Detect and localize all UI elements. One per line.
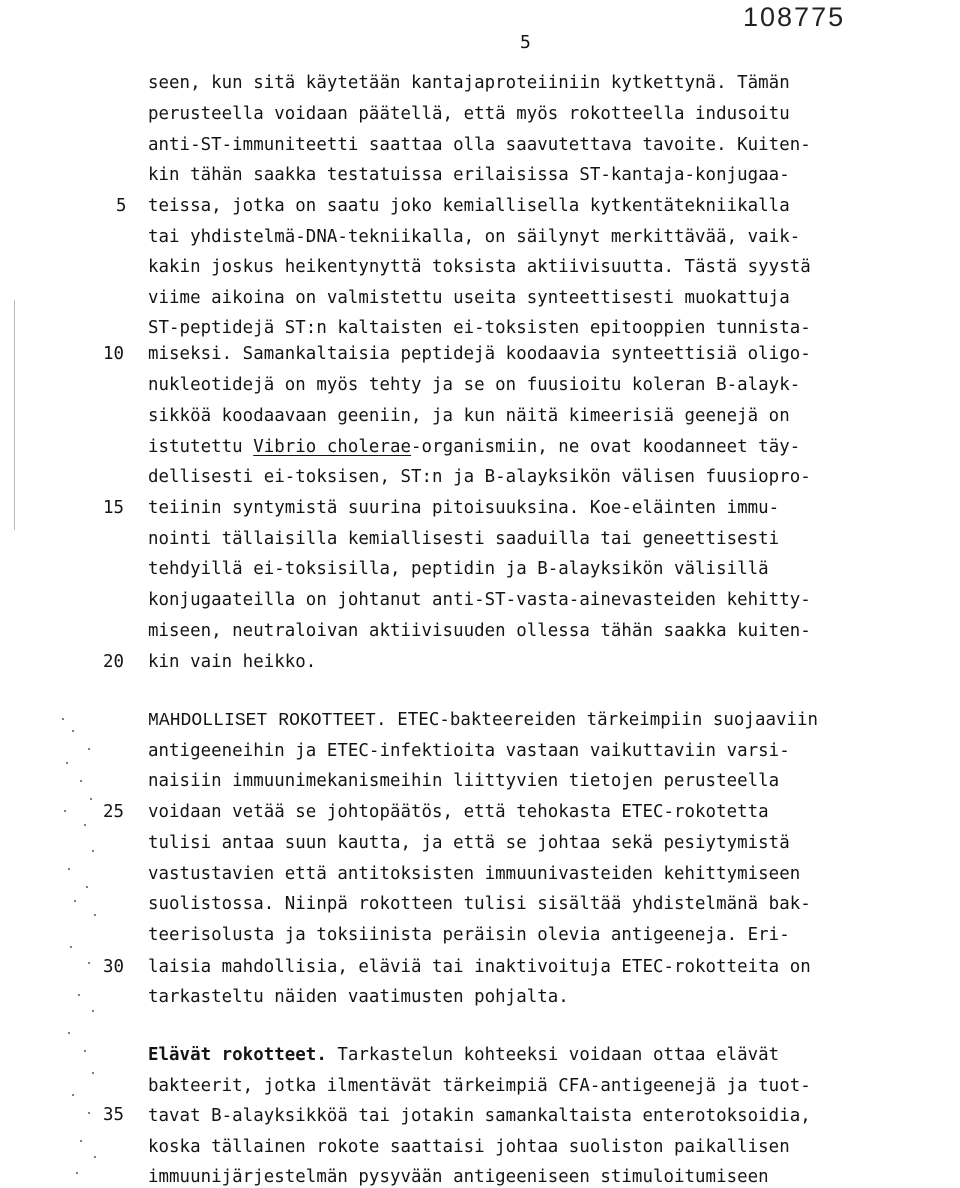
text-line: dellisesti ei-toksisen, ST:n ja B-alayksikön välisen fuusiopro- [148,467,811,487]
line-number: 20 [103,652,124,672]
text-fragment: Tarkastelun kohteeksi voidaan ottaa elävät [326,1045,780,1065]
scan-artifact-dots [58,700,108,1188]
text-line: koska tällainen rokote saattaisi johtaa suoliston paikallisen [148,1137,790,1157]
text-line: perusteella voidaan päätellä, että myös rokotteella indusoitu [148,104,790,124]
text-line: kin vain heikko. [148,652,317,672]
text-line: teiinin syntymistä suurina pitoisuuksina. Koe-eläinten immu- [148,498,780,518]
text-line [148,437,800,457]
text-line: suolistossa. Niinpä rokotteen tulisi sisältää yhdistelmänä bak- [148,894,811,914]
line-number: 15 [103,498,124,518]
text-line: tulisi antaa suun kautta, ja että se johtaa sekä pesiytymistä [148,833,790,853]
text-line: viime aikoina on valmistettu useita synteettisesti muokattuja [148,288,790,308]
text-fragment: istutettu [148,437,254,457]
line-number: 10 [103,344,124,364]
text-line: nointi tällaisilla kemiallisesti saaduilla tai geneettisesti [148,529,780,549]
text-line: teerisolusta ja toksiinista peräisin olevia antigeeneja. Eri- [148,925,790,945]
text-line: seen, kun sitä käytetään kantajaproteiiniin kytkettynä. Tämän [148,73,790,93]
text-line [148,710,818,731]
text-line: tarkasteltu näiden vaatimusten pohjalta. [148,987,569,1007]
text-line: kin tähän saakka testatuissa erilaisissa ST-kantaja-konjugaa- [148,165,790,185]
text-line: naisiin immuunimekanismeihin liittyvien tietojen perusteella [148,771,780,791]
patent-number: 108775 [743,2,846,32]
text-line: laisia mahdollisia, eläviä tai inaktivoituja ETEC-rokotteita on [148,957,811,977]
text-line: voidaan vetää se johtopäätös, että tehokasta ETEC-rokotetta [148,802,769,822]
text-fragment: ETEC-bakteereiden tärkeimpiin suojaaviin [386,710,819,730]
line-number: 30 [103,957,124,977]
text-line: nukleotidejä on myös tehty ja se on fuusioitu koleran B-alayk- [148,375,801,395]
text-line: teissa, jotka on saatu joko kemiallisella kytkentätekniikalla [148,196,790,216]
text-line: kakin joskus heikentynyttä toksista aktiivisuutta. Tästä syystä [148,257,811,277]
text-line: anti-ST-immuniteetti saattaa olla saavutettava tavoite. Kuiten- [148,135,811,155]
text-line: sikköä koodaavaan geeniin, ja kun näitä kimeerisiä geenejä on [148,406,790,426]
line-number: 5 [116,196,127,216]
text-line: ST-peptidejä ST:n kaltaisten ei-toksisten epitooppien tunnista- [148,318,811,338]
text-line: miseksi. Samankaltaisia peptidejä koodaavia synteettisiä oligo- [148,344,811,364]
text-line: miseen, neutraloivan aktiivisuuden ollessa tähän saakka kuiten- [148,621,811,641]
text-line: antigeeneihin ja ETEC-infektioita vastaan vaikuttaviin varsi- [148,741,790,761]
text-line [148,1045,779,1065]
text-line: tavat B-alayksikköä tai jotakin samankaltaista enterotoksoidia, [148,1106,811,1126]
scan-edge-line [14,300,15,530]
text-line: tehdyillä ei-toksisilla, peptidin ja B-alayksikön välisillä [148,559,769,579]
text-line: konjugaateilla on johtanut anti-ST-vasta-ainevasteiden kehitty- [148,590,811,610]
line-number: 25 [103,802,124,822]
page-number: 5 [520,32,531,53]
text-line: tai yhdistelmä-DNA-tekniikalla, on säilynyt merkittävää, vaik- [148,227,801,247]
text-fragment: -organismiin, ne ovat koodanneet täy- [411,437,801,457]
text-line: vastustavien että antitoksisten immuunivasteiden kehittymiseen [148,864,801,884]
section-heading: MAHDOLLISET ROKOTTEET. [148,711,387,731]
text-line: immuunijärjestelmän pysyvään antigeeniseen stimuloitumiseen [148,1167,769,1187]
line-number: 35 [103,1105,124,1125]
text-line: bakteerit, jotka ilmentävät tärkeimpiä CFA-antigeenejä ja tuot- [148,1076,811,1096]
section-heading: Elävät rokotteet. [148,1045,327,1065]
organism-name: Vibrio cholerae [253,437,412,457]
